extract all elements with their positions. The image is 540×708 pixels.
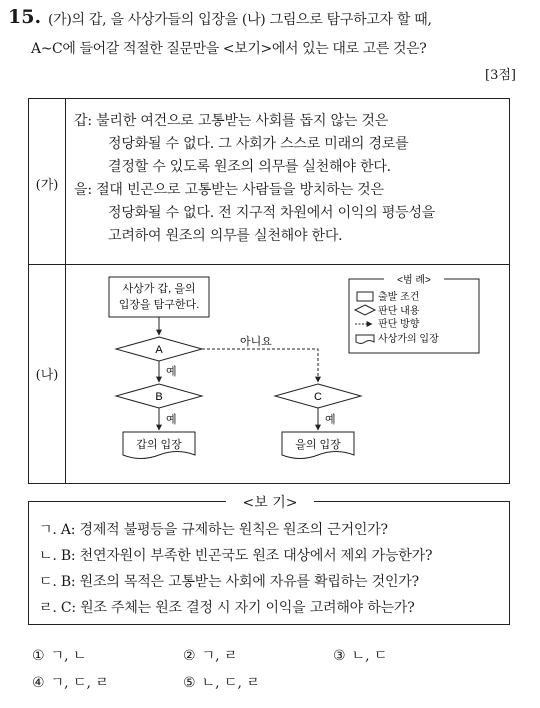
- node-b-label: B: [155, 391, 163, 403]
- option-4[interactable]: ④ ㄱ, ㄷ, ㄹ: [32, 675, 109, 691]
- passage-text: [74, 110, 504, 248]
- points-label: [3점]: [485, 68, 516, 83]
- option-2[interactable]: ② ㄱ, ㄹ: [183, 648, 238, 664]
- start-text-line1: 사상가 갑, 을의: [122, 283, 196, 295]
- bogi-box: [28, 501, 510, 625]
- yes-label-a: 예: [166, 366, 177, 378]
- passage-line: 정당화될 수 없다. 그 사회가 스스로 미래의 경로를: [108, 136, 409, 152]
- option-3[interactable]: ③ ㄴ, ㄷ: [333, 648, 388, 664]
- end-left-label: 갑의 입장: [136, 439, 182, 451]
- question-stem-line2: A~C에 들어갈 적절한 질문만을 <보기>에서 있는 대로 고른 것은?: [31, 41, 427, 57]
- passage-line: 을: 절대 빈곤으로 고통받는 사람들을 방치하는 것은: [74, 182, 384, 198]
- legend-item: 판단 방향: [378, 319, 420, 330]
- bogi-item-na: ㄴ. B: 천연자원이 부족한 빈곤국도 원조 대상에서 제외 가능한가?: [39, 548, 433, 564]
- passage-box: [28, 98, 510, 484]
- bogi-title: <보 기>: [242, 495, 298, 511]
- no-label: 아니요: [240, 336, 272, 348]
- passage-line: 고려하여 원조의 의무를 실천해야 한다.: [108, 228, 343, 244]
- bogi-item-ra: ㄹ. C: 원조 주체는 원조 결정 시 자기 이익을 고려해야 하는가?: [39, 600, 415, 616]
- end-right-label: 을의 입장: [295, 439, 341, 451]
- yes-label-b: 예: [166, 414, 177, 426]
- legend-start-icon: [357, 292, 373, 301]
- option-1[interactable]: ① ㄱ, ㄴ: [32, 648, 87, 664]
- passage-line: 정당화될 수 없다. 전 지구적 차원에서 이익의 평등성을: [108, 205, 436, 221]
- passage-line: 결정할 수 있도록 원조의 의무를 실천해야 한다.: [108, 159, 391, 175]
- label-na: (나): [35, 368, 59, 383]
- yes-label-c: 예: [325, 414, 336, 426]
- start-text-line2: 입장을 탐구한다.: [118, 299, 200, 311]
- legend-item: 사상가의 입장: [378, 334, 439, 345]
- legend-item: 판단 내용: [378, 306, 420, 317]
- legend-item: 출발 조건: [378, 292, 420, 303]
- flowchart: [66, 265, 506, 480]
- label-ga: (가): [35, 178, 59, 193]
- legend-title: <범 례>: [397, 275, 431, 286]
- node-a-label: A: [155, 344, 163, 356]
- question-stem-line1: (가)의 갑, 을 사상가들의 입장을 (나) 그림으로 탐구하고자 할 때,: [48, 12, 432, 28]
- node-c-label: C: [314, 391, 322, 403]
- bogi-item-ga: ㄱ. A: 경제적 불평등을 규제하는 원칙은 원조의 근거인가?: [39, 522, 388, 538]
- question-number: 15.: [8, 6, 42, 28]
- bogi-item-da: ㄷ. B: 원조의 목적은 고통받는 사회에 자유를 확립하는 것인가?: [39, 574, 419, 590]
- passage-line: 갑: 불리한 여건으로 고통받는 사회를 돕지 않는 것은: [74, 113, 389, 129]
- option-5[interactable]: ⑤ ㄴ, ㄷ, ㄹ: [183, 675, 260, 691]
- arrow-a-no: [202, 349, 318, 382]
